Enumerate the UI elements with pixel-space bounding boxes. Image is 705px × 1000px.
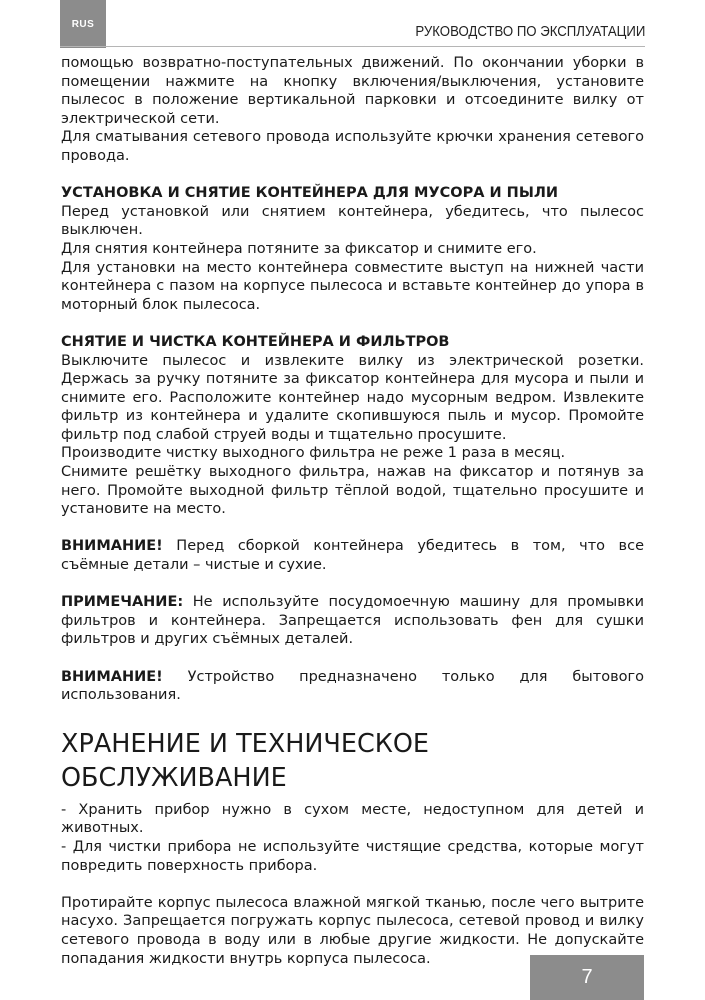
- warning-label: ВНИМАНИЕ!: [61, 538, 163, 555]
- header-divider: [60, 46, 645, 47]
- remark-text: Не используйте посудомоечную машину для промывки фильтров и контейнера. Запрещается использовать фен для сушки фильтров и других съёмных деталей.: [61, 594, 644, 648]
- remark-label: ПРИМЕЧАНИЕ:: [61, 594, 184, 611]
- warning-note: [61, 668, 644, 705]
- section-paragraph: Снимите решётку выходного фильтра, нажав на фиксатор и потянув за него. Промойте выходной фильтр тёплой водой, тщательно просушите и установите на место.: [61, 464, 644, 518]
- storage-heading: ХРАНЕНИЕ И ТЕХНИЧЕСКОЕ ОБСЛУЖИВАНИЕ: [61, 728, 430, 793]
- page-number: 7: [530, 955, 644, 1000]
- storage-paragraph: Протирайте корпус пылесоса влажной мягкой тканью, после чего вытрите насухо. Запрещается погружать корпус пылесоса, сетевой провод и вилку сетевого провода в воду или в любые другие жидкости. Не допускайте попадания жидкости внутрь корпуса пылесоса.: [61, 894, 644, 967]
- storage-item: - Хранить прибор нужно в сухом месте, недоступном для детей и животных.: [61, 801, 644, 837]
- section-heading-filters: СНЯТИЕ И ЧИСТКА КОНТЕЙНЕРА И ФИЛЬТРОВ: [61, 333, 450, 350]
- page-content: [61, 54, 644, 968]
- warning-note: [61, 537, 644, 574]
- section-paragraph: Выключите пылесос и извлеките вилку из электрической розетки. Держась за ручку потяните за фиксатор контейнера для мусора и пыли и снимите его. Расположите контейнер надо мусорным ведром. Извлеките фильтр из контейнера и удалите скопившуюся пыль и мусор. Промойте фильтр под слабой струей воды и тщательно просушите.: [61, 352, 644, 443]
- storage-item: - Для чистки прибора не используйте чистящие средства, которые могут повредить поверхность прибора.: [61, 838, 644, 874]
- language-tab: RUS: [60, 0, 106, 48]
- section-paragraph: Производите чистку выходного фильтра не реже 1 раза в месяц.: [61, 445, 566, 462]
- intro-paragraph: помощью возвратно-поступательных движений. По окончании уборки в помещении нажмите на кнопку включения/выключения, установите пылесос в положение вертикальной парковки и отсоедините вилку от электрической сети.: [61, 55, 644, 127]
- warning-text: Устройство предназначено только для бытового использования.: [61, 668, 644, 704]
- intro-paragraph: Для сматывания сетевого провода используйте крючки хранения сетевого провода.: [61, 129, 644, 164]
- warning-label: ВНИМАНИЕ!: [61, 668, 163, 685]
- section-paragraph: Перед установкой или снятием контейнера, убедитесь, что пылесос выключен.: [61, 203, 644, 239]
- manual-title: РУКОВОДСТВО ПО ЭКСПЛУАТАЦИИ: [414, 23, 645, 40]
- section-paragraph: Для снятия контейнера потяните за фиксатор и снимите его.: [61, 240, 537, 257]
- warning-text: Перед сборкой контейнера убедитесь в том, что все съёмные детали – чистые и сухие.: [61, 538, 644, 574]
- section-heading-container: УСТАНОВКА И СНЯТИЕ КОНТЕЙНЕРА ДЛЯ МУСОРА И ПЫЛИ: [61, 185, 559, 202]
- section-paragraph: Для установки на место контейнера совместите выступ на нижней части контейнера с пазом на корпусе пылесоса и вставьте контейнер до упора в моторный блок пылесоса.: [61, 259, 644, 313]
- remark-note: [61, 593, 644, 649]
